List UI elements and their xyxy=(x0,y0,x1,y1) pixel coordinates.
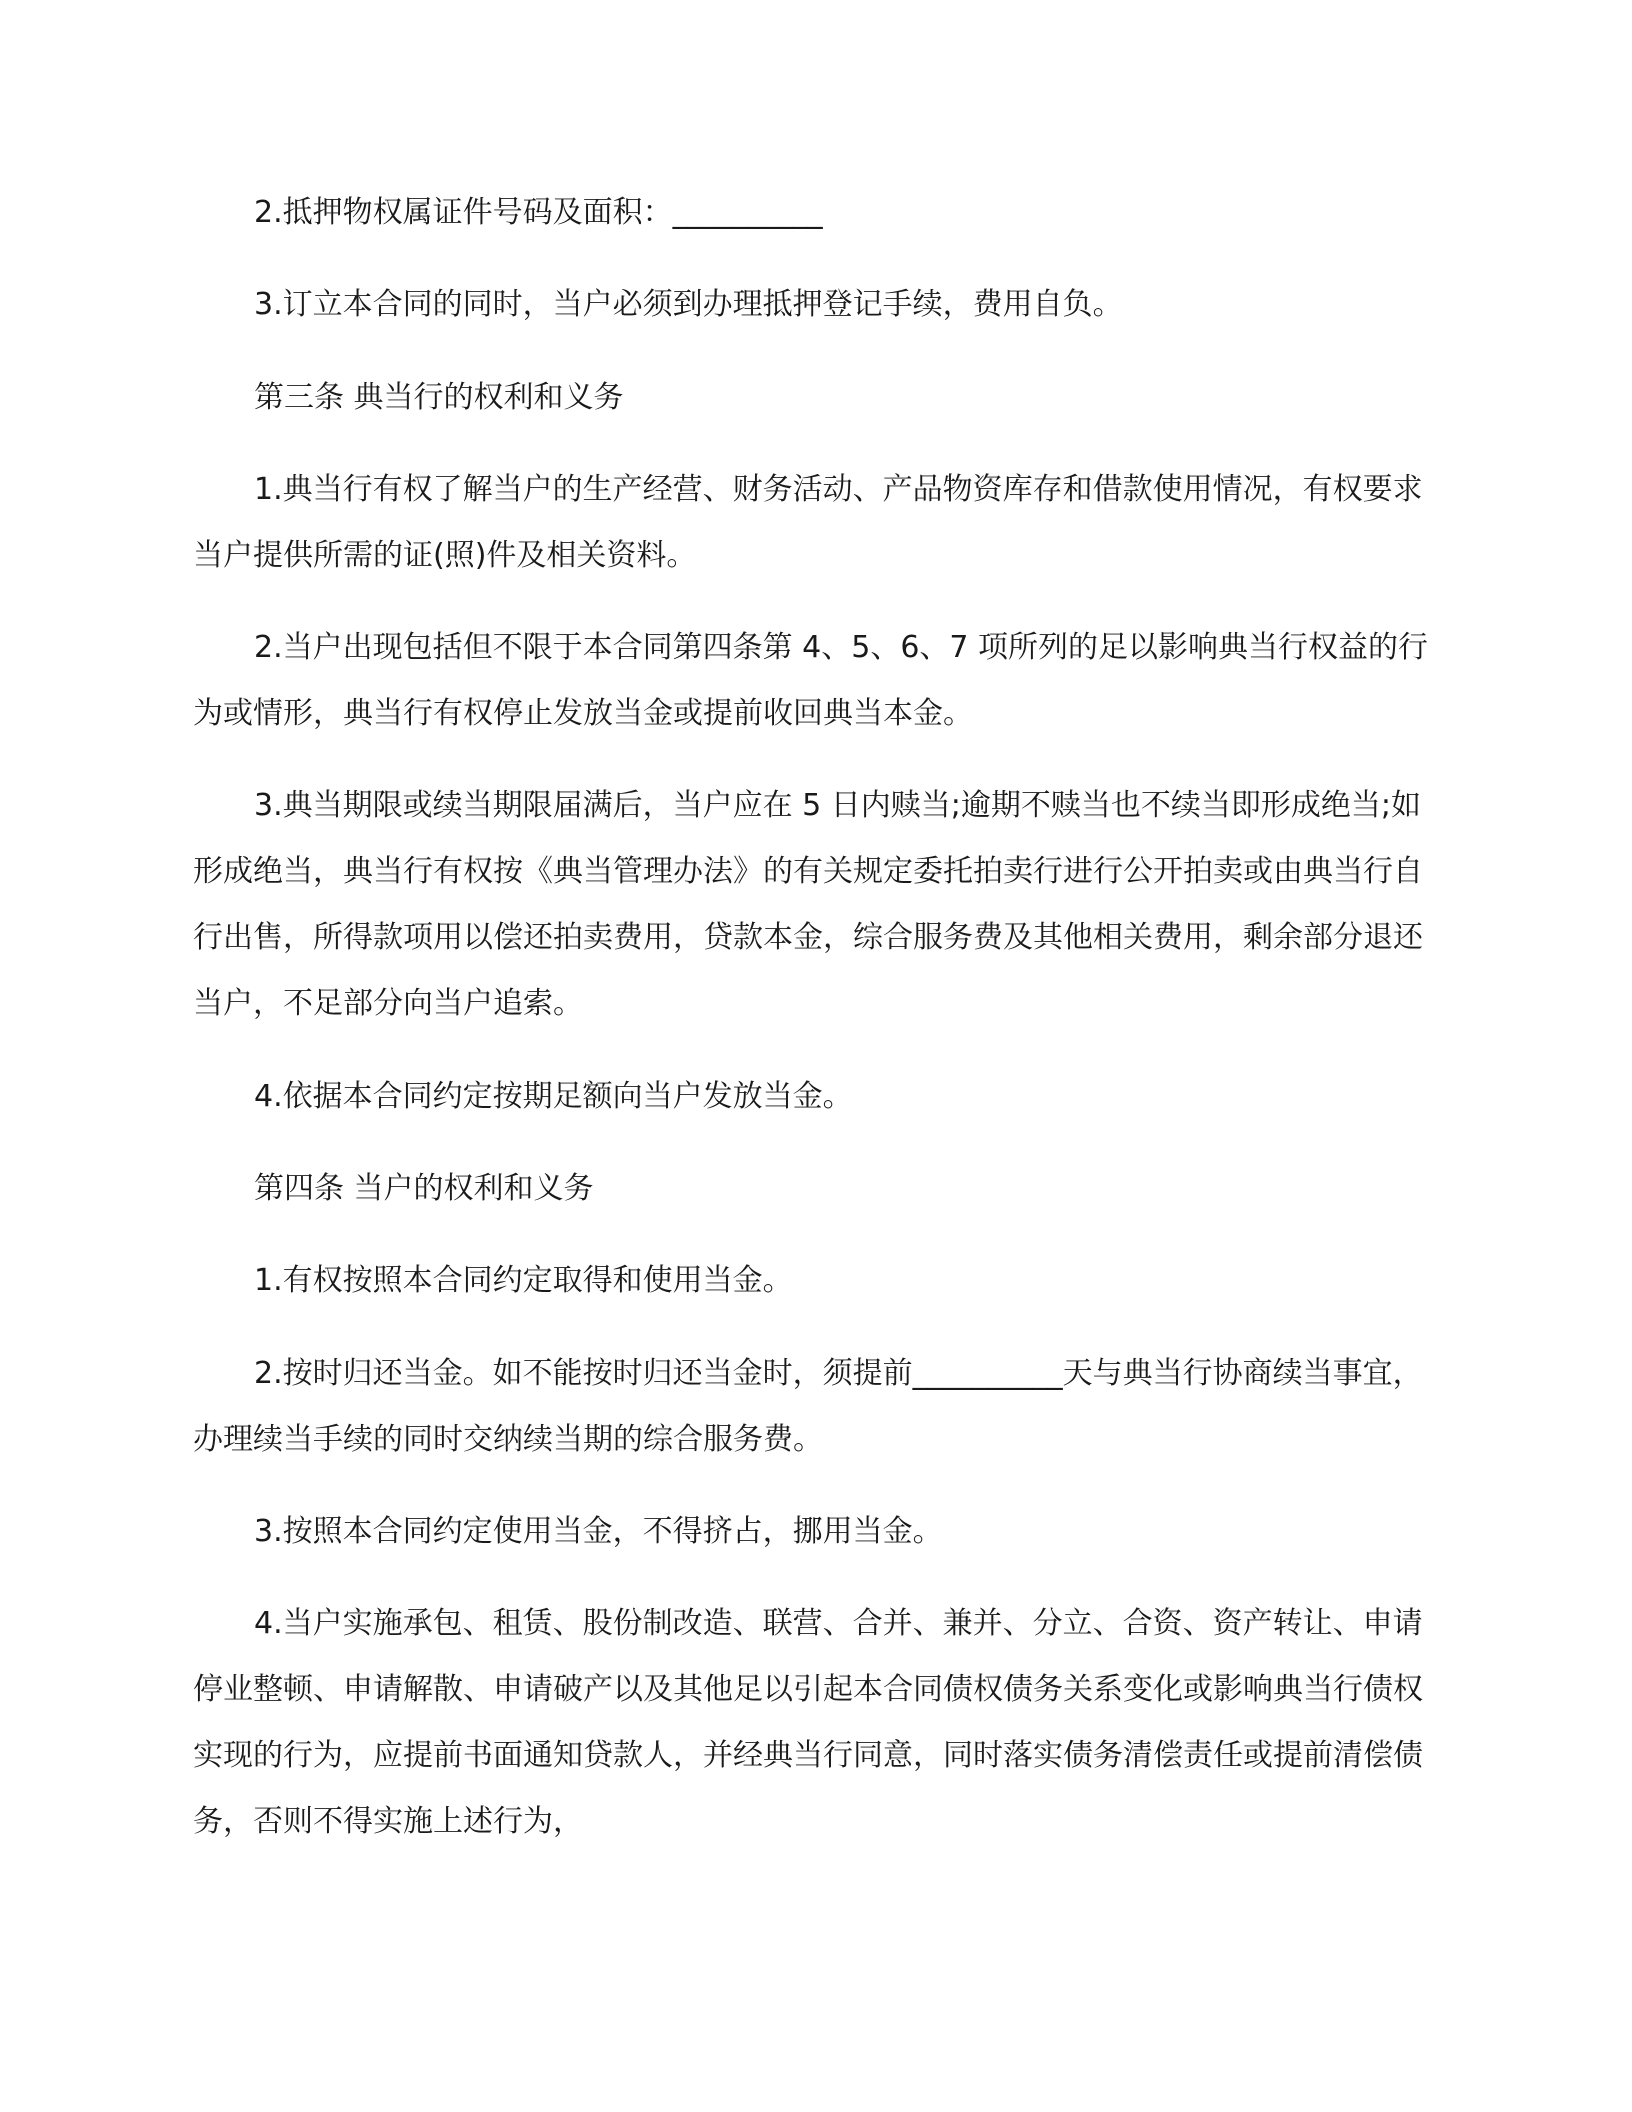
paragraph-article-4-item-1: 1.有权按照本合同约定取得和使用当金。 xyxy=(254,1263,793,1298)
paragraph-article-3-item-1: 1.典当行有权了解当户的生产经营、财务活动、产品物资库存和借款使用情况，有权要求当户提供所需的证(照)件及相关资料。 xyxy=(193,472,1423,573)
paragraph-mortgage-certificate: 2.抵押物权属证件号码及面积：__________ xyxy=(254,195,823,230)
section-heading-article-4: 第四条 当户的权利和义务 xyxy=(254,1171,594,1206)
paragraph-mortgage-registration: 3.订立本合同的同时，当户必须到办理抵押登记手续，费用自负。 xyxy=(254,287,1123,322)
paragraph-article-4-item-4: 4.当户实施承包、租赁、股份制改造、联营、合并、兼并、分立、合资、资产转让、申请停业整顿、申请解散、申请破产以及其他足以引起本合同债权债务关系变化或影响典当行债权实现的行为，应提前书面通知贷款人，并经典当行同意，同时落实债务清偿责任或提前清偿债务，否则不得实施上述行为， xyxy=(193,1606,1423,1839)
paragraph-article-4-item-2: 2.按时归还当金。如不能按时归还当金时，须提前__________天与典当行协商续当事宜，办理续当手续的同时交纳续当期的综合服务费。 xyxy=(193,1356,1423,1457)
paragraph-article-3-item-4: 4.依据本合同约定按期足额向当户发放当金。 xyxy=(254,1079,853,1114)
paragraph-article-3-item-2: 2.当户出现包括但不限于本合同第四条第 4、5、6、7 项所列的足以影响典当行权益的行为或情形，典当行有权停止发放当金或提前收回典当本金。 xyxy=(193,630,1429,731)
paragraph-article-4-item-3: 3.按照本合同约定使用当金，不得挤占，挪用当金。 xyxy=(254,1514,943,1549)
section-heading-article-3: 第三条 典当行的权利和义务 xyxy=(254,380,624,415)
paragraph-article-3-item-3: 3.典当期限或续当期限届满后，当户应在 5 日内赎当;逾期不赎当也不续当即形成绝当;如形成绝当，典当行有权按《典当管理办法》的有关规定委托拍卖行进行公开拍卖或由典当行自行出售，所得款项用以偿还拍卖费用，贷款本金，综合服务费及其他相关费用，剩余部分退还当户，不足部分向当户追索。 xyxy=(193,788,1423,1021)
